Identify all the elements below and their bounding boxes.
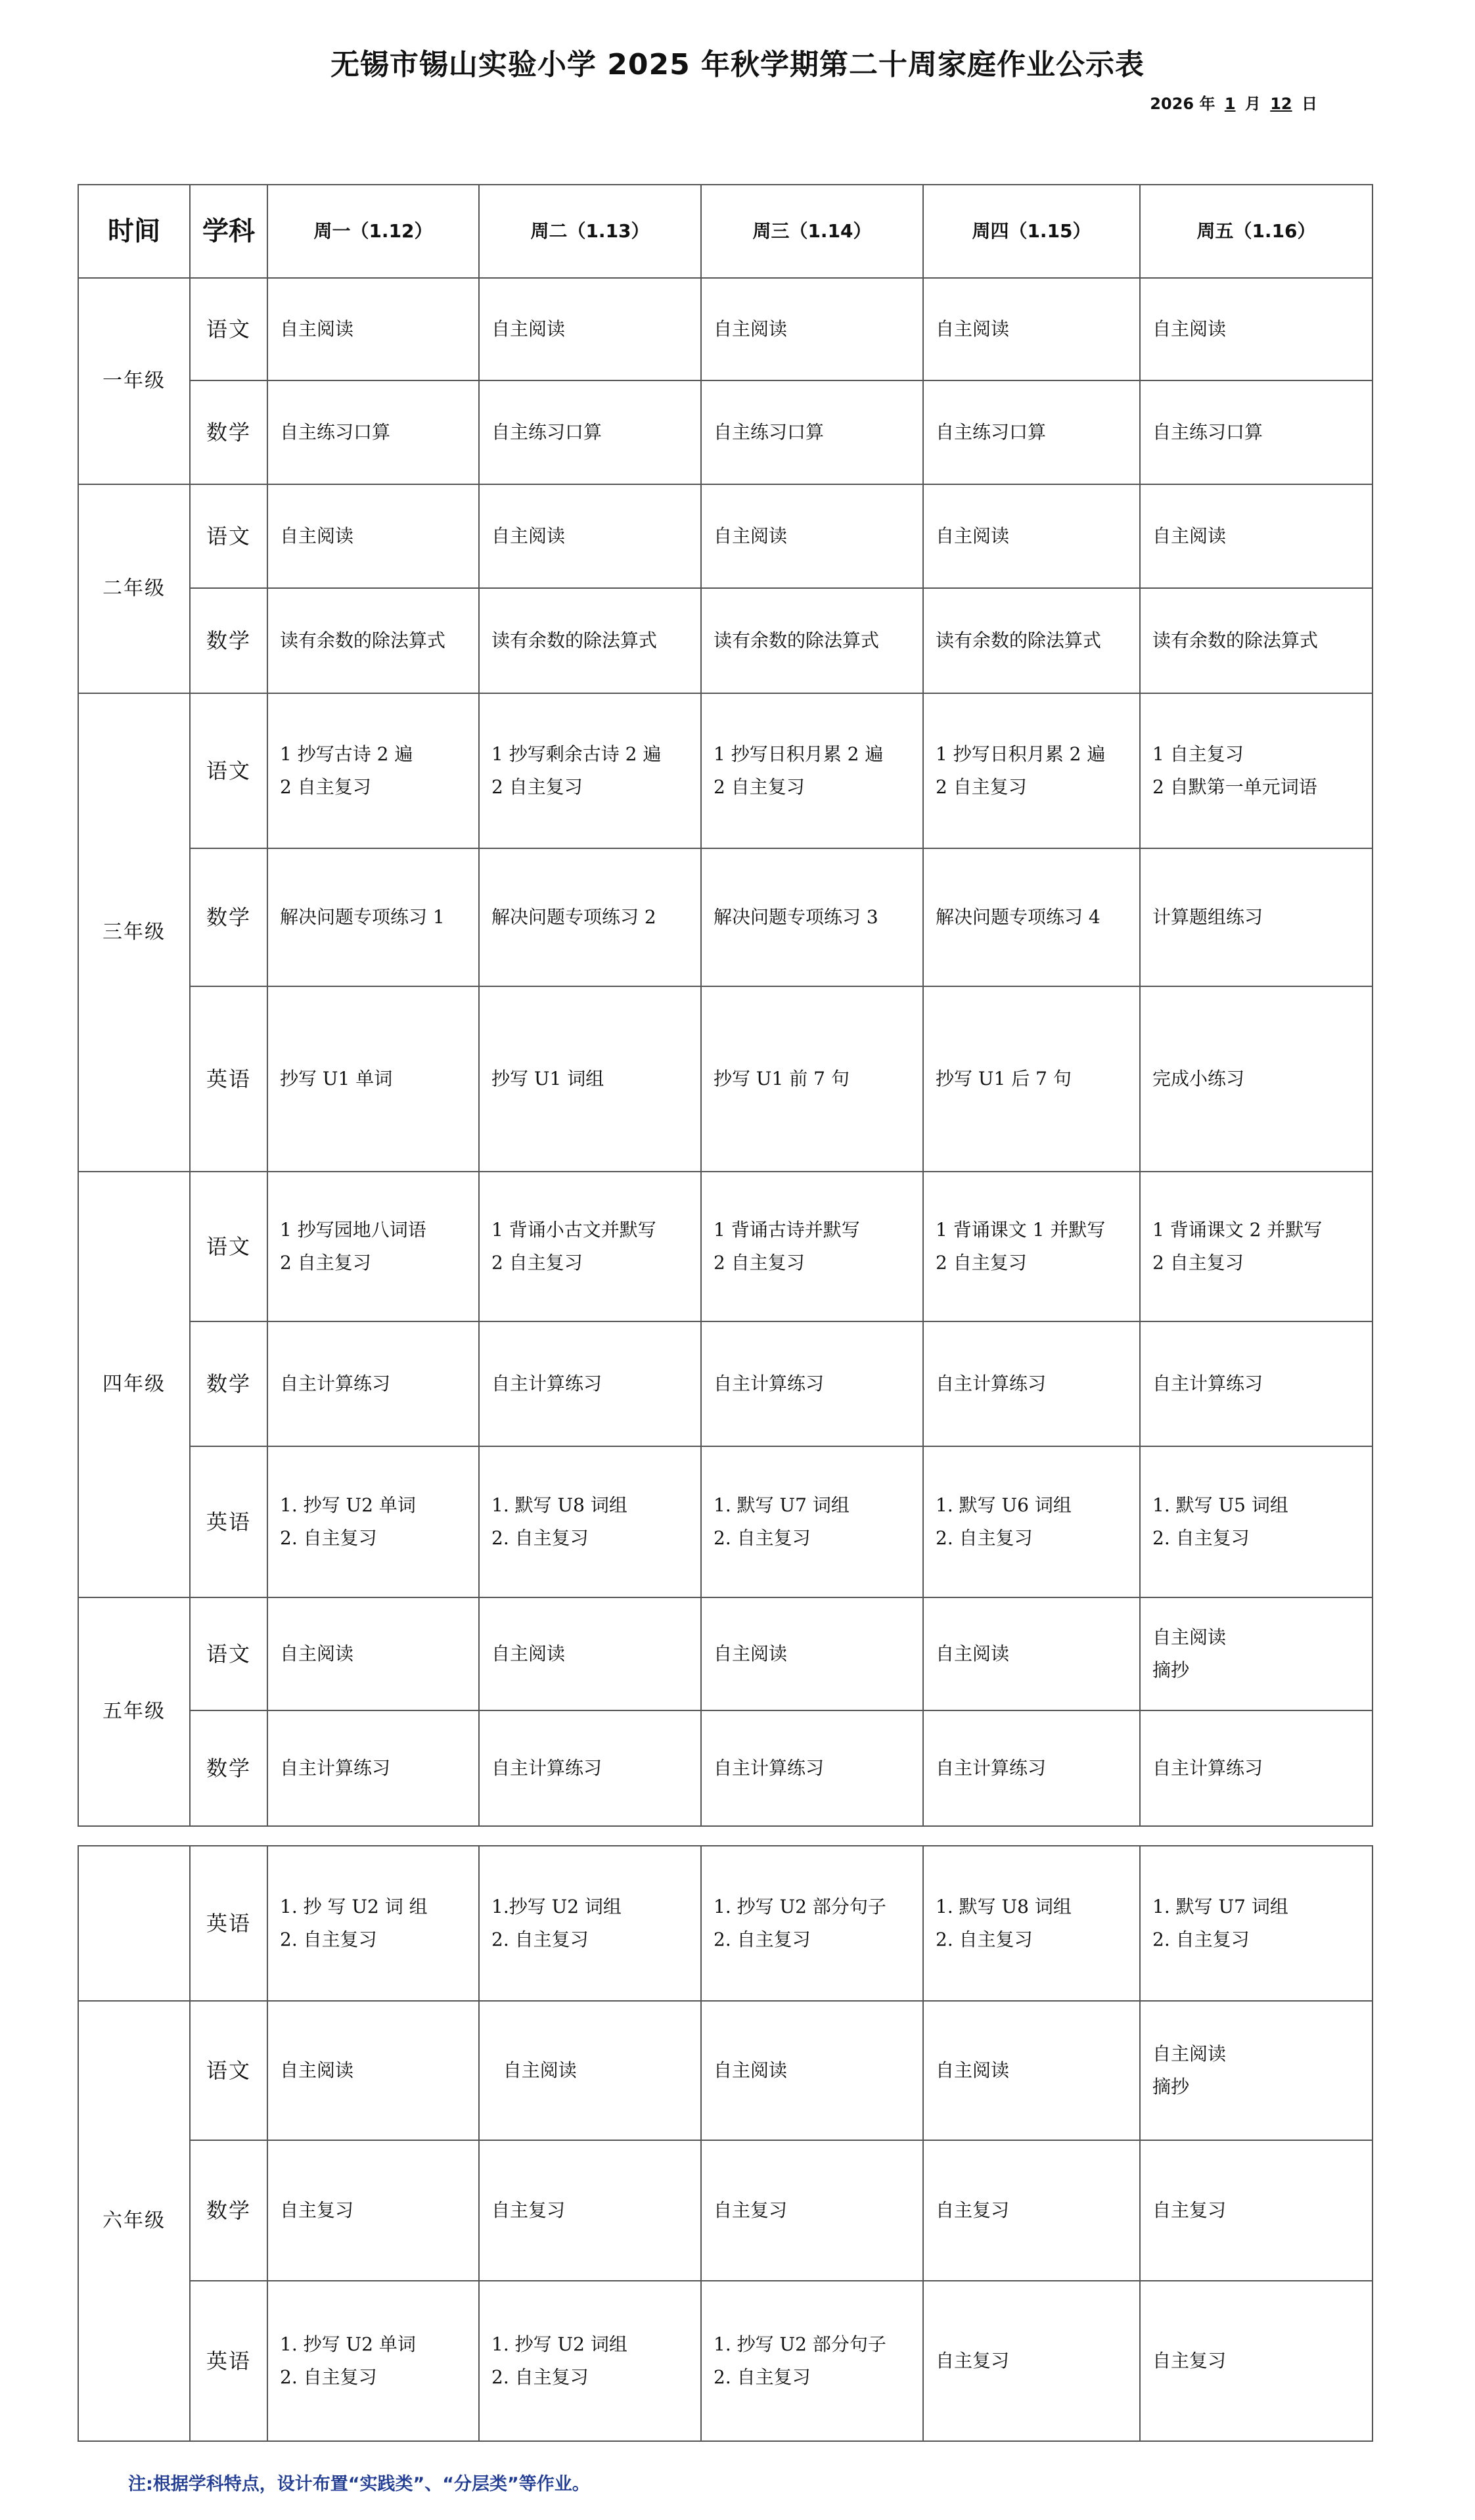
- homework-line: 自主阅读: [714, 1643, 788, 1664]
- homework-table-continued: [78, 1845, 1373, 2442]
- table-row: [78, 2281, 1373, 2441]
- homework-cell: [701, 1446, 923, 1597]
- homework-line: 1. 抄写 U2 词组: [491, 2333, 627, 2355]
- subject-cell: 数学: [190, 588, 267, 693]
- homework-cell: [923, 1446, 1140, 1597]
- homework-cell: [479, 588, 701, 693]
- page-title: 无锡市锡山实验小学 2025 年秋学期第二十周家庭作业公示表: [330, 48, 1145, 81]
- subject-cell: 语文: [190, 278, 267, 380]
- homework-line: 1. 抄写 U2 单词: [280, 1494, 416, 1516]
- homework-line: 自主阅读: [1152, 1626, 1227, 1648]
- homework-line: 自主练习口算: [936, 421, 1047, 443]
- homework-cell: [479, 1597, 701, 1710]
- table-row: [78, 1321, 1373, 1446]
- subject-cell: 语文: [190, 2001, 267, 2140]
- table-row: [78, 1597, 1373, 1710]
- homework-cell: [1140, 1846, 1373, 2001]
- homework-line: 2 自主复习: [714, 776, 805, 798]
- homework-line: 2. 自主复习: [714, 1527, 811, 1549]
- homework-line: 1 抄写日积月累 2 遍: [714, 743, 884, 765]
- homework-line: 1. 默写 U8 词组: [491, 1494, 627, 1516]
- grade-cell: 六年级: [78, 2001, 190, 2441]
- date-month-unit: 月: [1244, 95, 1261, 113]
- subject-cell: 英语: [190, 1446, 267, 1597]
- footnote: 注:根据学科特点，设计布置“实践类”、“分层类”等作业。: [128, 2474, 590, 2494]
- homework-line: 2. 自主复习: [280, 1527, 377, 1549]
- homework-line: 自主阅读: [1152, 2043, 1227, 2065]
- homework-line: 自主复习: [491, 2199, 566, 2221]
- homework-line: 自主阅读: [936, 318, 1010, 340]
- homework-line: 计算题组练习: [1152, 906, 1263, 928]
- header-subject: 学科: [190, 185, 267, 278]
- homework-line: 自主复习: [1152, 2199, 1227, 2221]
- homework-line: 自主阅读: [491, 318, 566, 340]
- homework-line: 1. 抄写 U2 单词: [280, 2333, 416, 2355]
- homework-cell: [701, 986, 923, 1172]
- homework-line: 读有余数的除法算式: [1152, 630, 1319, 651]
- homework-line: 2. 自主复习: [936, 1929, 1033, 1950]
- homework-line: 1 抄写日积月累 2 遍: [936, 743, 1106, 765]
- date-day: 12: [1270, 95, 1292, 113]
- homework-cell: [1140, 380, 1373, 484]
- subject-cell: 语文: [190, 484, 267, 588]
- grade-cell: 三年级: [78, 693, 190, 1172]
- homework-line: 1 背诵小古文并默写: [491, 1219, 656, 1241]
- grade-cell: 五年级: [78, 1597, 190, 1826]
- date-year: 2026: [1150, 95, 1194, 113]
- homework-cell: [479, 1321, 701, 1446]
- homework-cell: [1140, 1321, 1373, 1446]
- homework-cell: [701, 1710, 923, 1826]
- homework-cell: [479, 848, 701, 986]
- homework-cell: [267, 380, 479, 484]
- homework-line: 自主阅读: [936, 2059, 1010, 2081]
- homework-cell: [701, 1597, 923, 1710]
- homework-line: 2 自主复习: [936, 1252, 1027, 1273]
- homework-table-main: [78, 184, 1373, 1827]
- subject-cell: 语文: [190, 1172, 267, 1321]
- homework-line: 自主计算练习: [936, 1757, 1047, 1779]
- homework-cell: [1140, 278, 1373, 380]
- date-year-unit: 年: [1199, 95, 1215, 113]
- homework-cell: [1140, 484, 1373, 588]
- homework-line: 自主计算练习: [714, 1757, 825, 1779]
- homework-line: 自主复习: [714, 2199, 788, 2221]
- homework-line: 抄写 U1 前 7 句: [714, 1068, 850, 1089]
- homework-cell: [701, 2281, 923, 2441]
- homework-line: 自主练习口算: [714, 421, 825, 443]
- homework-line: 抄写 U1 后 7 句: [936, 1068, 1072, 1089]
- homework-line: 2. 自主复习: [1152, 1527, 1250, 1549]
- homework-line: 自主计算练习: [714, 1373, 825, 1394]
- homework-cell: [701, 2001, 923, 2140]
- header-day: 周一（1.12）: [267, 185, 479, 278]
- homework-cell: [479, 484, 701, 588]
- homework-line: 自主计算练习: [1152, 1757, 1263, 1779]
- table-row: [78, 1446, 1373, 1597]
- homework-cell: [1140, 1446, 1373, 1597]
- homework-line: 2. 自主复习: [491, 2366, 589, 2388]
- homework-line: 2 自主复习: [1152, 1252, 1244, 1273]
- header-day: 周二（1.13）: [479, 185, 701, 278]
- header-day: 周三（1.14）: [701, 185, 923, 278]
- homework-cell: [267, 2281, 479, 2441]
- header-day: 周五（1.16）: [1140, 185, 1373, 278]
- homework-cell: [267, 2001, 479, 2140]
- homework-cell: [479, 1446, 701, 1597]
- homework-cell: [701, 484, 923, 588]
- date-day-unit: 日: [1302, 95, 1317, 113]
- homework-cell: [479, 1846, 701, 2001]
- homework-cell: [701, 278, 923, 380]
- subject-cell: 数学: [190, 848, 267, 986]
- homework-cell: [923, 1597, 1140, 1710]
- homework-cell: [1140, 588, 1373, 693]
- homework-cell: [479, 380, 701, 484]
- homework-line: 读有余数的除法算式: [280, 630, 446, 651]
- homework-cell: [267, 2140, 479, 2281]
- homework-line: 2 自主复习: [280, 776, 371, 798]
- homework-cell: [267, 986, 479, 1172]
- table-row: [78, 693, 1373, 848]
- subject-cell: 英语: [190, 986, 267, 1172]
- homework-line: 自主阅读: [491, 2059, 577, 2081]
- homework-cell: [923, 484, 1140, 588]
- homework-line: 自主复习: [280, 2199, 354, 2221]
- homework-line: 2. 自主复习: [491, 1929, 589, 1950]
- homework-cell: [923, 693, 1140, 848]
- homework-line: 1 抄写园地八词语: [280, 1219, 426, 1241]
- homework-cell: [1140, 693, 1373, 848]
- homework-line: 自主阅读: [280, 1643, 354, 1664]
- homework-cell: [1140, 1710, 1373, 1826]
- subject-cell: 数学: [190, 1710, 267, 1826]
- homework-cell: [1140, 1172, 1373, 1321]
- homework-cell: [479, 1710, 701, 1826]
- homework-line: 2 自默第一单元词语: [1152, 776, 1317, 798]
- homework-cell: [1140, 986, 1373, 1172]
- table-row: [78, 848, 1373, 986]
- homework-line: 1. 默写 U6 词组: [936, 1494, 1072, 1516]
- homework-line: 2. 自主复习: [491, 1527, 589, 1549]
- homework-line: 自主计算练习: [1152, 1373, 1263, 1394]
- homework-cell: [267, 1597, 479, 1710]
- homework-cell: [701, 588, 923, 693]
- homework-cell: [267, 278, 479, 380]
- homework-cell: [267, 848, 479, 986]
- homework-line: 2. 自主复习: [280, 1929, 377, 1950]
- homework-line: 完成小练习: [1152, 1068, 1245, 1089]
- homework-cell: [267, 1172, 479, 1321]
- homework-line: 1. 默写 U7 词组: [1152, 1896, 1288, 1917]
- homework-line: 1.抄写 U2 词组: [491, 1896, 622, 1917]
- subject-cell: 英语: [190, 2281, 267, 2441]
- publish-date: [1150, 91, 1317, 114]
- homework-line: 自主练习口算: [1152, 421, 1263, 443]
- homework-line: 摘抄: [1152, 1659, 1190, 1681]
- homework-cell: [701, 380, 923, 484]
- homework-line: 自主计算练习: [280, 1373, 391, 1394]
- table-row: [78, 986, 1373, 1172]
- homework-cell: [267, 588, 479, 693]
- homework-cell: [923, 986, 1140, 1172]
- homework-line: 1 背诵课文 1 并默写: [936, 1219, 1106, 1241]
- homework-line: 2. 自主复习: [1152, 1929, 1250, 1950]
- table-row: [78, 1846, 1373, 2001]
- homework-line: 1 抄写剩余古诗 2 遍: [491, 743, 662, 765]
- grade-cell: 二年级: [78, 484, 190, 693]
- grade-cell: 四年级: [78, 1172, 190, 1597]
- header-time: 时间: [78, 185, 190, 278]
- homework-cell: [1140, 2281, 1373, 2441]
- homework-cell: [479, 1172, 701, 1321]
- homework-line: 自主阅读: [491, 525, 566, 547]
- homework-line: 自主阅读: [714, 2059, 788, 2081]
- subject-cell: 语文: [190, 693, 267, 848]
- homework-line: 解决问题专项练习 4: [936, 906, 1101, 928]
- subject-cell: 语文: [190, 1597, 267, 1710]
- homework-line: 1. 默写 U8 词组: [936, 1896, 1072, 1917]
- header-day: 周四（1.15）: [923, 185, 1140, 278]
- homework-cell: [1140, 1597, 1373, 1710]
- homework-line: 自主阅读: [936, 525, 1010, 547]
- homework-cell: [923, 278, 1140, 380]
- homework-line: 读有余数的除法算式: [936, 630, 1102, 651]
- homework-line: 自主阅读: [280, 525, 354, 547]
- homework-cell: [701, 2140, 923, 2281]
- homework-line: 自主复习: [1152, 2350, 1227, 2371]
- homework-line: 1 背诵古诗并默写: [714, 1219, 860, 1241]
- homework-line: 读有余数的除法算式: [491, 630, 658, 651]
- homework-cell: [479, 2281, 701, 2441]
- homework-line: 2 自主复习: [491, 776, 583, 798]
- homework-line: 摘抄: [1152, 2076, 1190, 2097]
- homework-cell: [923, 588, 1140, 693]
- homework-line: 自主计算练习: [280, 1757, 391, 1779]
- homework-cell: [923, 1172, 1140, 1321]
- homework-cell: [479, 693, 701, 848]
- homework-cell: [923, 2281, 1140, 2441]
- homework-cell: [923, 1321, 1140, 1446]
- homework-cell: [1140, 2140, 1373, 2281]
- homework-line: 1. 抄写 U2 部分句子: [714, 2333, 886, 2355]
- homework-line: 自主练习口算: [491, 421, 602, 443]
- homework-line: 自主阅读: [280, 318, 354, 340]
- homework-cell: [479, 278, 701, 380]
- homework-line: 自主阅读: [714, 525, 788, 547]
- homework-line: 自主阅读: [714, 318, 788, 340]
- homework-line: 1. 默写 U7 词组: [714, 1494, 850, 1516]
- table-row: [78, 484, 1373, 588]
- subject-cell: 数学: [190, 1321, 267, 1446]
- homework-cell: [923, 380, 1140, 484]
- homework-cell: [701, 848, 923, 986]
- homework-line: 1. 抄 写 U2 词 组: [280, 1896, 428, 1917]
- table-row: [78, 278, 1373, 380]
- header-row: [78, 185, 1373, 278]
- homework-line: 解决问题专项练习 3: [714, 906, 878, 928]
- subject-cell: 数学: [190, 2140, 267, 2281]
- table-row: [78, 1172, 1373, 1321]
- homework-cell: [701, 1172, 923, 1321]
- homework-cell: [701, 1321, 923, 1446]
- subject-cell: 英语: [190, 1846, 267, 2001]
- homework-cell: [923, 1846, 1140, 2001]
- homework-line: 自主阅读: [491, 1643, 566, 1664]
- homework-line: 2. 自主复习: [714, 2366, 811, 2388]
- homework-cell: [479, 986, 701, 1172]
- homework-cell: [267, 693, 479, 848]
- homework-cell: [479, 2140, 701, 2281]
- homework-line: 2. 自主复习: [714, 1929, 811, 1950]
- homework-cell: [701, 693, 923, 848]
- grade-cell: 一年级: [78, 278, 190, 484]
- homework-cell: [923, 1710, 1140, 1826]
- homework-cell: [1140, 848, 1373, 986]
- homework-cell: [267, 1321, 479, 1446]
- homework-line: 2 自主复习: [714, 1252, 805, 1273]
- homework-line: 1. 默写 U5 词组: [1152, 1494, 1288, 1516]
- homework-cell: [923, 2001, 1140, 2140]
- table-row: [78, 2001, 1373, 2140]
- homework-cell: [267, 1710, 479, 1826]
- homework-line: 自主阅读: [280, 2059, 354, 2081]
- homework-line: 解决问题专项练习 1: [280, 906, 445, 928]
- homework-line: 自主计算练习: [491, 1373, 602, 1394]
- homework-line: 自主复习: [936, 2199, 1010, 2221]
- homework-cell: [1140, 2001, 1373, 2140]
- table-row: [78, 1710, 1373, 1826]
- homework-line: 解决问题专项练习 2: [491, 906, 656, 928]
- homework-cell: [701, 1846, 923, 2001]
- homework-line: 自主练习口算: [280, 421, 391, 443]
- table-row: [78, 380, 1373, 484]
- subject-cell: 数学: [190, 380, 267, 484]
- homework-line: 抄写 U1 单词: [280, 1068, 393, 1089]
- homework-line: 2. 自主复习: [936, 1527, 1033, 1549]
- homework-cell: [267, 1846, 479, 2001]
- homework-line: 1 自主复习: [1152, 743, 1244, 765]
- homework-cell: [267, 1446, 479, 1597]
- homework-cell: [479, 2001, 701, 2140]
- homework-line: 2 自主复习: [280, 1252, 371, 1273]
- grade-cell: [78, 1846, 190, 2001]
- homework-line: 1 背诵课文 2 并默写: [1152, 1219, 1323, 1241]
- homework-line: 2 自主复习: [491, 1252, 583, 1273]
- homework-line: 自主复习: [936, 2350, 1010, 2371]
- homework-line: 读有余数的除法算式: [714, 630, 880, 651]
- homework-line: 2. 自主复习: [280, 2366, 377, 2388]
- homework-cell: [923, 848, 1140, 986]
- homework-line: 2 自主复习: [936, 776, 1027, 798]
- date-month: 1: [1224, 95, 1236, 113]
- homework-line: 自主阅读: [1152, 318, 1227, 340]
- homework-line: 1. 抄写 U2 部分句子: [714, 1896, 886, 1917]
- table-row: [78, 2140, 1373, 2281]
- homework-line: 1 抄写古诗 2 遍: [280, 743, 413, 765]
- homework-line: 自主计算练习: [491, 1757, 602, 1779]
- homework-line: 自主阅读: [936, 1643, 1010, 1664]
- homework-line: 抄写 U1 词组: [491, 1068, 604, 1089]
- homework-cell: [267, 484, 479, 588]
- homework-line: 自主计算练习: [936, 1373, 1047, 1394]
- table-row: [78, 588, 1373, 693]
- homework-line: 自主阅读: [1152, 525, 1227, 547]
- homework-cell: [923, 2140, 1140, 2281]
